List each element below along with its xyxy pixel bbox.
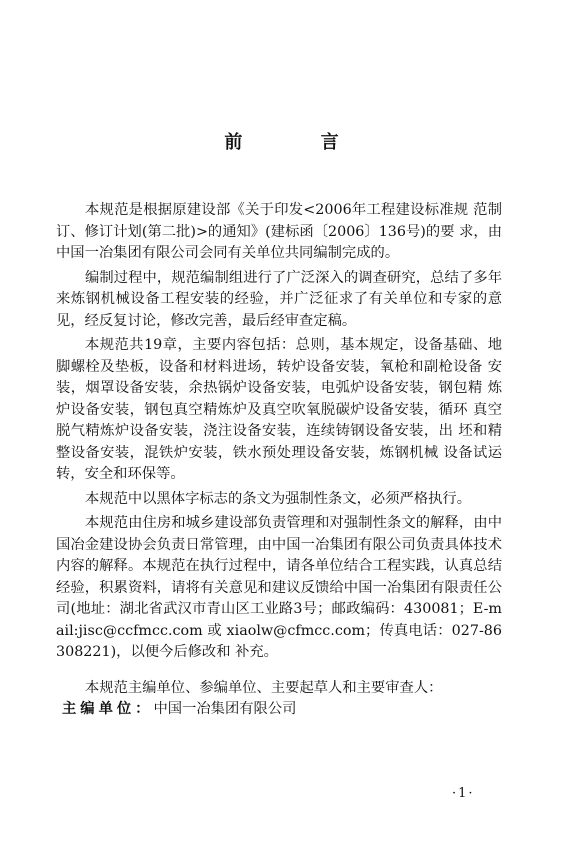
paragraph-contents: 本规范共19章，主要内容包括：总则，基本规定，设备基础、地 脚螺栓及垫板，设备和材料进场，转炉设备安装，氧枪和副枪设备 安装，烟罩设备安装，余热锅炉设备安装，电弧炉设备安装，钢包精 炼炉设备安装，钢包真空精炼炉及真空吹氧脱碳炉设备安装，循环 真空脱气精炼炉设备安装，浇注设备安装，连续铸钢设备安装，出 坯和精整设备安装，混铁炉安装，铁水预处理设备安装，炼钢机械 设备试运转，安全和环保等。	[56, 337, 502, 482]
signature-line	[56, 699, 502, 721]
page-number: ·1·	[452, 786, 475, 801]
signature-intro: 本规范主编单位、参编单位、主要起草人和主要审查人：	[85, 679, 443, 696]
chief-editor-value: 中国一冶集团有限公司	[153, 701, 297, 717]
paragraph-mandatory: 本规范中以黑体字标志的条文为强制性条文，必须严格执行。	[85, 490, 472, 507]
preface-body	[56, 200, 502, 721]
paragraph-process: 编制过程中，规范编制组进行了广泛深入的调查研究，总结了多年来炼钢机械设备工程安装的经验，并广泛征求了有关单位和专家的意见，经反复讨论，修改完善，最后经审查定稿。	[56, 269, 502, 329]
paragraph-basis: 本规范是根据原建设部《关于印发<2006年工程建设标准规 范制订、修订计划(第二批)>的通知》(建标函〔2006〕136号)的要 求，由中国一冶集团有限公司会同有关单位共同编制完成的。	[56, 202, 502, 261]
chief-editor-label: 主编单位：	[62, 701, 154, 717]
page-title: 前 言	[224, 132, 375, 153]
paragraph-management: 本规范由住房和城乡建设部负责管理和对强制性条文的解释，由中国冶金建设协会负责日常管理，由中国一冶集团有限公司负责具体技术内容的解释。本规范在执行过程中，请各单位结合工程实践，认真总结经验，积累资料，请将有关意见和建议反馈给中国一冶集团有限责任公司(地址：湖北省武汉市青山区工业路3号；邮政编码：430081；E-mail:jisc@ccfmcc.com 或 xiaolw@cfmcc.com；传真电话：027-86308221)，以便今后修改和 补充。	[56, 515, 502, 660]
